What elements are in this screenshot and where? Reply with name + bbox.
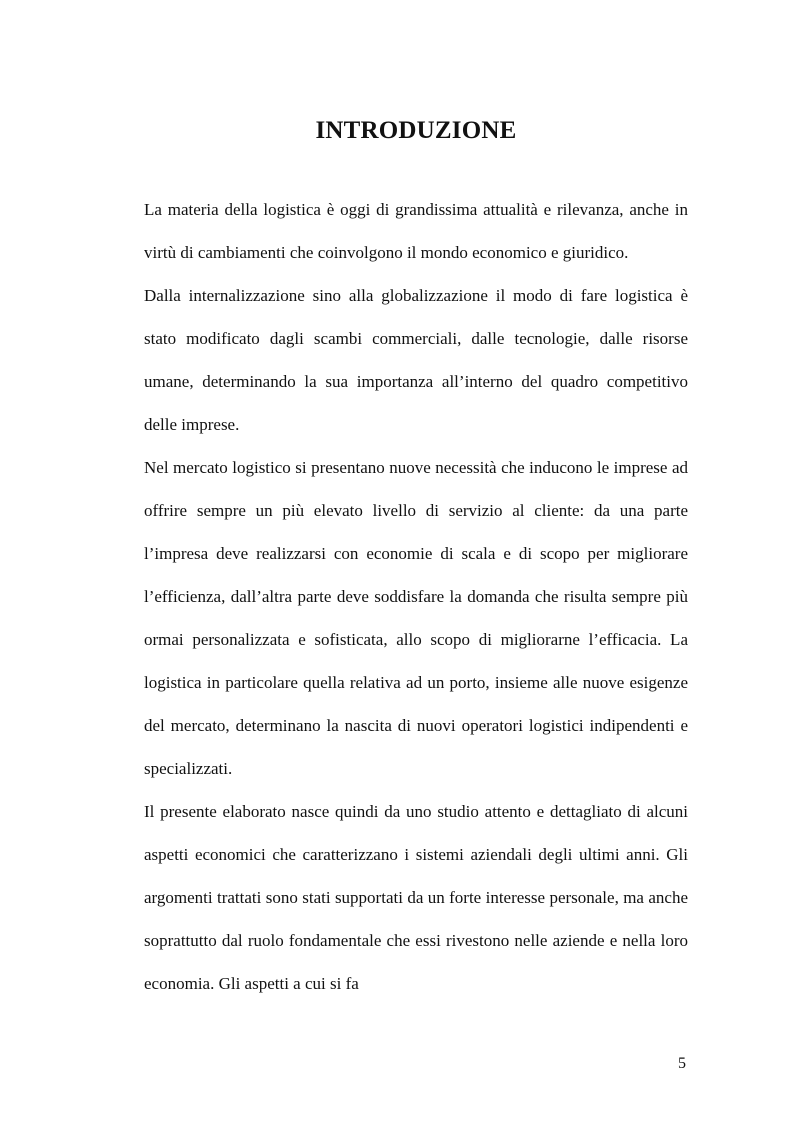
paragraph-2: Dalla internalizzazione sino alla globalizzazione il modo di fare logistica è stato modificato dagli scambi commerciali, dalle tecnologie, dalle risorse umane, determinando la sua importanza all’interno del quadro competitivo delle imprese. [144, 286, 688, 434]
page-number: 5 [678, 1055, 686, 1072]
paragraph-4: Il presente elaborato nasce quindi da uno studio attento e dettagliato di alcuni aspetti economici che caratterizzano i sistemi aziendali degli ultimi anni. Gli argomenti trattati sono stati supportati da un forte interesse personale, ma anche soprattutto dal ruolo fondamentale che essi rivestono nelle aziende e nella loro economia. Gli aspetti a cui si fa [144, 802, 688, 993]
paragraph-3: Nel mercato logistico si presentano nuove necessità che inducono le imprese ad offrire sempre un più elevato livello di servizio al cliente: da una parte l’impresa deve realizzarsi con economie di scala e di scopo per migliorare l’efficienza, dall’altra parte deve soddisfare la domanda che risulta sempre più ormai personalizzata e sofisticata, allo scopo di migliorarne l’efficacia. La logistica in particolare quella relativa ad un porto, insieme alle nuove esigenze del mercato, determinano la nascita di nuovi operatori logistici indipendenti e specializzati. [144, 458, 688, 778]
paragraph-1: La materia della logistica è oggi di grandissima attualità e rilevanza, anche in virtù di cambiamenti che coinvolgono il mondo economico e giuridico. [144, 200, 688, 262]
page-title: INTRODUZIONE [315, 117, 517, 144]
body-text [144, 188, 688, 1005]
